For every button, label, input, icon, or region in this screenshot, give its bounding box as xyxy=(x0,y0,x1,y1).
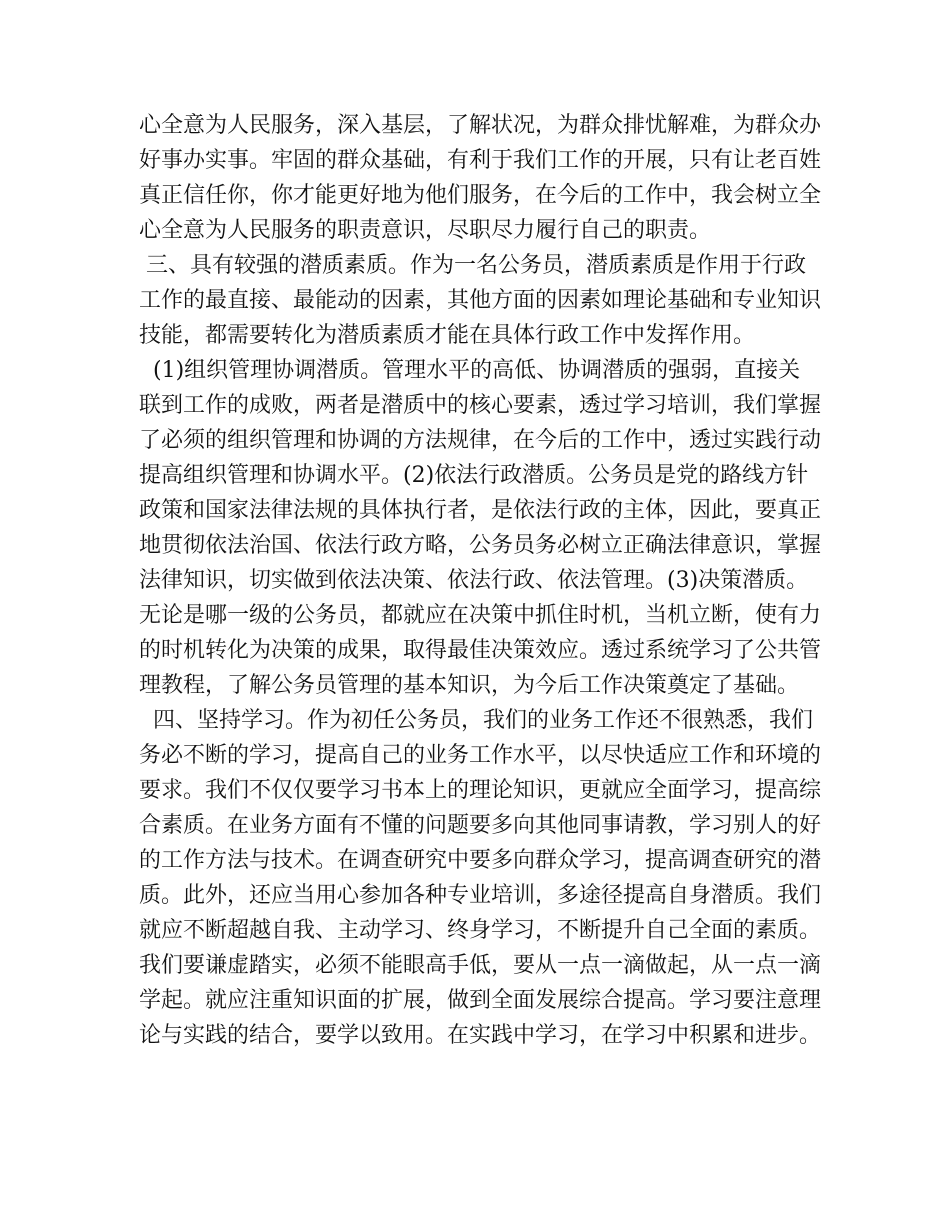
text-line: (1)组织管理协调潜质。管理水平的高低、协调潜质的强弱，直接关 xyxy=(139,358,801,383)
text-line: 务必不断的学习，提高自己的业务工作水平，以尽快适应工作和环境的 xyxy=(139,743,822,768)
section-heading-line: 四、坚持学习。作为初任公务员，我们的业务工作还不很熟悉，我们 xyxy=(139,708,813,733)
text-line: 了必须的组织管理和协调的方法规律，在今后的工作中，透过实践行动 xyxy=(139,428,822,453)
text-line: 质。此外，还应当用心参加各种专业培训，多途径提高自身潜质。我们 xyxy=(139,883,822,908)
text-line: 理教程，了解公务员管理的基本知识，为今后工作决策奠定了基础。 xyxy=(139,673,800,698)
text-line: 好事办实事。牢固的群众基础，有利于我们工作的开展，只有让老百姓 xyxy=(139,148,822,173)
text-line: 学起。就应注重知识面的扩展，做到全面发展综合提高。学习要注意理 xyxy=(139,988,822,1013)
text-line: 提高组织管理和协调水平。(2)依法行政潜质。公务员是党的路线方针 xyxy=(139,463,809,488)
text-line: 合素质。在业务方面有不懂的问题要多向其他同事请教，学习别人的好 xyxy=(139,813,822,838)
text-line: 政策和国家法律法规的具体执行者，是依法行政的主体，因此，要真正 xyxy=(139,498,822,523)
text-line: 要求。我们不仅仅要学习书本上的理论知识，更就应全面学习，提高综 xyxy=(139,778,822,803)
section-heading-line: 三、具有较强的潜质素质。作为一名公务员，潜质素质是作用于行政 xyxy=(139,253,806,278)
text-line: 真正信任你，你才能更好地为他们服务，在今后的工作中，我会树立全 xyxy=(139,183,822,208)
text-line: 心全意为人民服务的职责意识，尽职尽力履行自己的职责。 xyxy=(139,218,712,243)
text-line: 就应不断超越自我、主动学习、终身学习，不断提升自己全面的素质。 xyxy=(139,918,822,943)
text-line: 无论是哪一级的公务员，都就应在决策中抓住时机，当机立断，使有力 xyxy=(139,603,822,628)
text-line: 工作的最直接、最能动的因素，其他方面的因素如理论基础和专业知识 xyxy=(139,288,822,313)
document-body xyxy=(139,108,839,1053)
text-line: 技能，都需要转化为潜质素质才能在具体行政工作中发挥作用。 xyxy=(139,323,756,348)
text-line: 联到工作的成败，两者是潜质中的核心要素，透过学习培训，我们掌握 xyxy=(139,393,822,418)
text-line: 心全意为人民服务，深入基层，了解状况，为群众排忧解难，为群众办 xyxy=(139,113,822,138)
text-line: 地贯彻依法治国、依法行政方略，公务员务必树立正确法律意识，掌握 xyxy=(139,533,822,558)
text-line: 的时机转化为决策的成果，取得最佳决策效应。透过系统学习了公共管 xyxy=(139,638,822,663)
text-line: 论与实践的结合，要学以致用。在实践中学习，在学习中积累和进步。 xyxy=(139,1023,822,1048)
text-line: 的工作方法与技术。在调查研究中要多向群众学习，提高调查研究的潜 xyxy=(139,848,822,873)
text-line: 法律知识，切实做到依法决策、依法行政、依法管理。(3)决策潜质。 xyxy=(139,568,809,593)
text-line: 我们要谦虚踏实，必须不能眼高手低，要从一点一滴做起，从一点一滴 xyxy=(139,953,822,978)
